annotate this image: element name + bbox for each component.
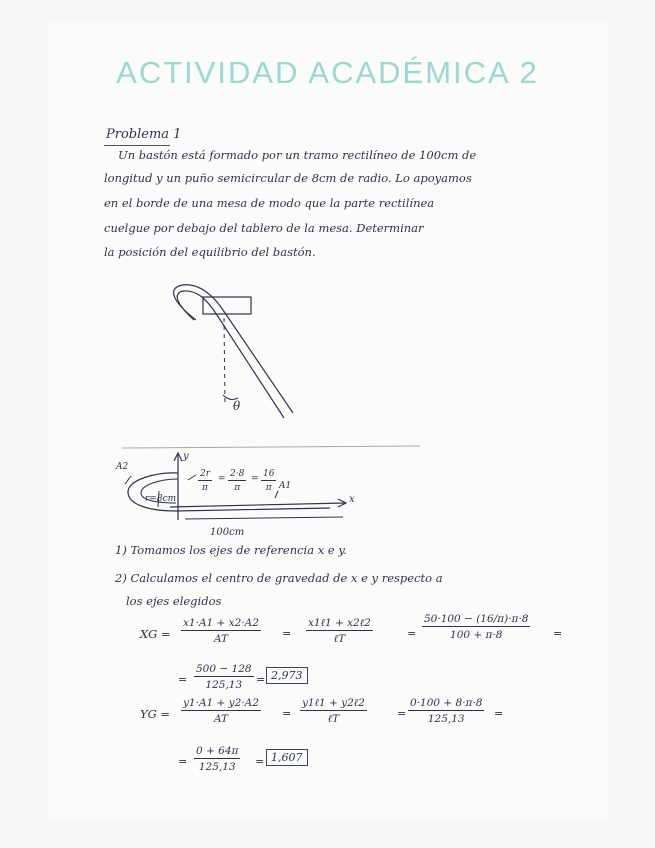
statement-line: longitud y un puño semicircular de 8cm de radio. Lo apoyamos: [104, 171, 472, 185]
xg-fraction-substituted: $\frac{50\cdot 100 - (16/\pi)\cdot\pi\cdot 8}{100 + \pi\cdot 8}$: [424, 613, 529, 641]
y-axis-label: y: [183, 451, 189, 462]
yg-fraction-simplified: $\frac{0 + 64\pi}{125,13}$: [196, 745, 239, 773]
cane-outer-line: [174, 285, 293, 413]
xg-fraction-areas: $\frac{x1\cdot A1 + x2\cdot A2}{AT}$: [183, 617, 259, 645]
equals-sign: =: [397, 707, 407, 720]
step-2-continued: los ejes elegidos: [126, 594, 222, 608]
equals-sign: =: [256, 673, 266, 686]
equals-sign: =: [178, 673, 188, 686]
xg-fraction-simplified: $\frac{500 - 128}{125,13}$: [196, 663, 252, 691]
equals-sign: =: [282, 707, 292, 720]
vertical-reference-line: [224, 318, 225, 405]
yg-fraction-lengths: y1ℓ1 + y2ℓ2 ℓT: [302, 697, 365, 725]
step-1: 1) Tomamos los ejes de referencia x e y.: [115, 543, 347, 557]
statement-line: la posición del equilibrio del bastón.: [104, 245, 316, 259]
equals-sign: =: [407, 627, 417, 640]
equals-sign: =: [494, 707, 504, 720]
equals-sign: =: [553, 627, 563, 640]
length-label: 100cm: [210, 527, 245, 538]
equals-sign: =: [218, 474, 226, 484]
centroid-fraction: $\frac{2r}{\pi}$: [200, 469, 211, 493]
equals-sign: =: [178, 755, 188, 768]
statement-line: cuelgue por debajo del tablero de la mesa. Determinar: [104, 221, 424, 235]
equals-sign: =: [282, 627, 292, 640]
statement-line: Un bastón está formado por un tramo rectilíneo de 100cm de: [118, 148, 477, 162]
yg-result-box: 1,607: [266, 749, 308, 766]
equals-sign: =: [251, 474, 259, 484]
yg-label: YG =: [140, 707, 171, 721]
a1-label: A1: [279, 481, 292, 491]
xg-fraction-lengths: x1ℓ1 + x2ℓ2 ℓT: [308, 617, 371, 645]
problem-heading: Problema 1: [106, 127, 182, 142]
page-title: ACTIVIDAD ACADÉMICA 2: [116, 55, 539, 90]
xg-label: XG =: [140, 627, 171, 641]
yg-fraction-areas: $\frac{y1\cdot A1 + y2\cdot A2}{AT}$: [183, 697, 259, 725]
xg-result-box: 2,973: [266, 667, 308, 684]
separator-line: [122, 446, 420, 448]
a2-pointer: [125, 476, 131, 484]
length-dimension-line: [185, 517, 343, 519]
statement-line: en el borde de una mesa de modo que la parte rectilínea: [104, 196, 435, 210]
centroid-fraction: $\frac{16}{\pi}$: [263, 469, 275, 493]
equals-sign: =: [255, 755, 265, 768]
x-axis: [170, 503, 345, 507]
a2-label: A2: [116, 462, 129, 472]
yg-fraction-substituted: $\frac{0\cdot 100 + 8\cdot\pi\cdot 8}{125,13}$: [410, 697, 483, 725]
radius-label: r=8cm: [145, 494, 177, 504]
centroid-pointer: [188, 475, 196, 480]
step-2: 2) Calculamos el centro de gravedad de x e y respecto a: [115, 571, 443, 585]
centroid-fraction: $\frac{2\cdot 8}{\pi}$: [230, 469, 245, 493]
x-axis-label: x: [349, 494, 355, 505]
theta-label: θ: [233, 399, 241, 413]
